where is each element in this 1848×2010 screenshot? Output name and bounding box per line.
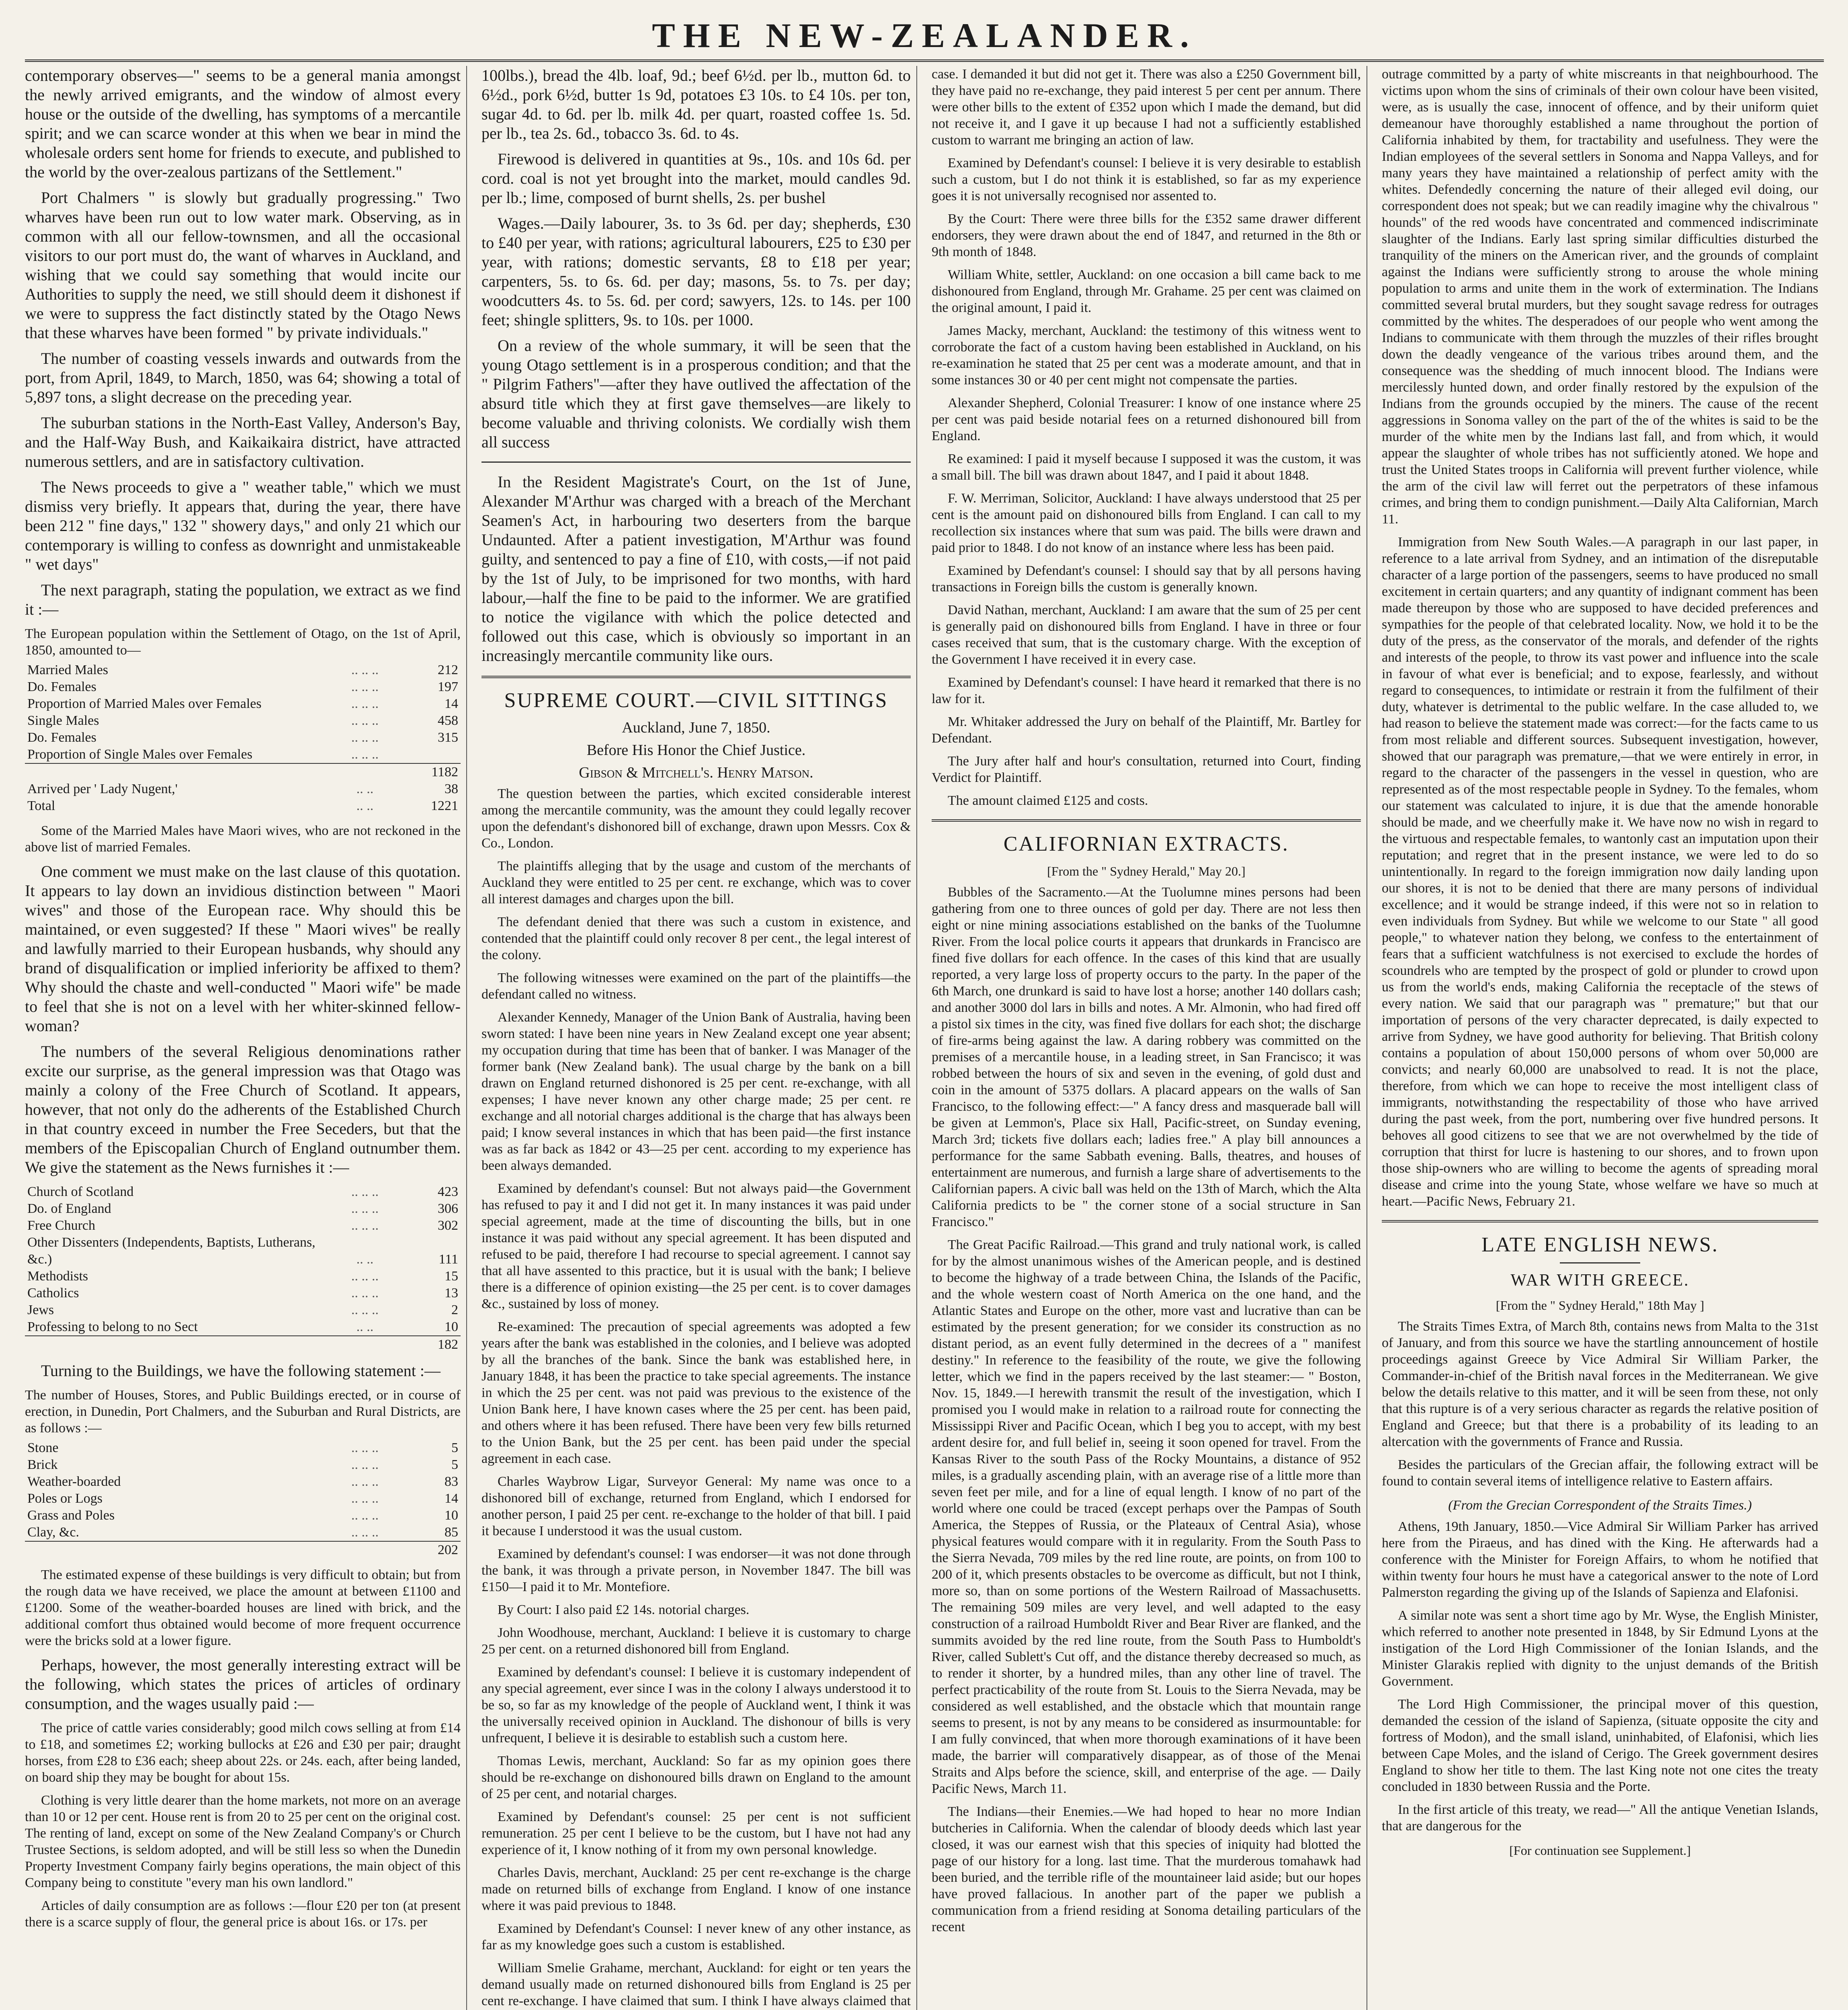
- paragraph: The suburban stations in the North-East Valley, Anderson's Bay, and the Half-Way Bush, and Kaikaikaira district, have attracted numerous settlers, and are in satisfactory cultivation.: [25, 414, 461, 470]
- paragraph: In the first article of this treaty, we read—" All the antique Venetian Islands, that are dangerous for the: [1382, 1802, 1818, 1834]
- table-cell-value: 85: [445, 1525, 458, 1540]
- paragraph: Turning to the Buildings, we have the following statement :—: [41, 1362, 440, 1380]
- masthead: [25, 11, 1824, 62]
- paragraph: The Jury after half and hour's consultation, returned into Court, finding Verdict for Plaintiff.: [932, 754, 1361, 785]
- table-cell-dots: .. .. ..: [351, 1525, 379, 1540]
- paragraph: Examined by defendant's counsel: But not always paid—the Government has refused to pay it and I did not get it. In many instances it was paid under special agreement, made at the time of discounting the bills, but in one instance it was paid without any special agreement. It has been disputed and refused to be paid, therefore I had recourse to special agreement. I cannot say that all have assented to this practice, but it is usual with the bank; I believe there is a difference of opinion existing—the 25 per cent. is to cover damages &c., sustained by loss of money.: [481, 1181, 911, 1311]
- table-row: [25, 1200, 461, 1217]
- section-heading: CALIFORNIAN EXTRACTS.: [1003, 833, 1289, 855]
- table-cell-label: Single Males: [27, 713, 99, 728]
- paragraph: James Macky, merchant, Auckland: the testimony of this witness went to corroborate the fact of a custom having been established in Auckland, on his re-examination he stated that 25 per cent was a moderate amount, and that in some instances 30 or 40 per cent might not compensate the parties.: [932, 323, 1361, 388]
- table-cell-value: 38: [445, 781, 458, 796]
- paragraph: The defendant denied that there was such a custom in existence, and contended that the plaintiff could only recover 8 per cent., the legal interest of the colony.: [481, 915, 911, 962]
- table-cell-label: Grass and Poles: [27, 1508, 115, 1523]
- table-cell-value: 13: [445, 1286, 458, 1300]
- table-cell-dots: .. .. ..: [351, 1457, 379, 1472]
- table-cell-dots: .. .. ..: [351, 1440, 379, 1455]
- column-3: [932, 66, 1367, 2010]
- table-row: [25, 746, 461, 763]
- paragraph: Alexander Shepherd, Colonial Treasurer: I know of one instance where 25 per cent was paid beside notarial fees on a returned dishonoured bill from England.: [932, 396, 1361, 443]
- paragraph: Re examined: I paid it myself because I supposed it was the custom, it was a small bill. The bill was drawn about 1847, and I paid it about 1848.: [932, 451, 1361, 483]
- paragraph: The question between the parties, which excited considerable interest among the mercantile community, was the amount they could legally recover upon the defendant's dishonored bill of exchange, drawn upon Messrs. Cox & Co., London.: [481, 786, 911, 851]
- column-1: [25, 66, 467, 2010]
- paragraph: The numbers of the several Religious denominations rather excite our surprise, as the general impression was that Otago was mainly a colony of the Free Church of Scotland. It appears, however, that not only do the adherents of the Established Church in that country exceed in number the Free Seceders, but that the members of the Episcopalian Church of England outnumber them. We give the statement as the News furnishes it :—: [25, 1042, 461, 1176]
- buildings-table: [25, 1440, 461, 1559]
- buildings-rows: [25, 1440, 461, 1559]
- church-table: [25, 1183, 461, 1353]
- table-cell-label: Poles or Logs: [27, 1491, 102, 1506]
- table-cell-dots: .. .. ..: [351, 696, 379, 711]
- paragraph: On a review of the whole summary, it will be seen that the young Otago settlement is in a prosperous condition; and that the " Pilgrim Fathers"—after they have outlived the affectation of the absurd title which they at first gave themselves—are likely to become valuable and thriving colonists. We cordially wish them all success: [481, 336, 911, 451]
- table-cell-dots: [322, 763, 408, 781]
- table-row: [25, 1507, 461, 1524]
- paragraph: Firewood is delivered in quantities at 9s., 10s. and 10s 6d. per cord. coal is not yet brought into the market, mould candles 9d. per lb.; lime, composed of burnt shells, 2s. per bushel: [481, 150, 911, 207]
- paragraph: Examined by Defendant's counsel: I should say that by all persons having transactions in Foreign bills the custom is generally known.: [932, 563, 1361, 595]
- paragraph: By the Court: There were three bills for the £352 same drawer different endorsers, they were drawn about the end of 1847, and returned in the 8th or 9th month of 1848.: [932, 211, 1361, 259]
- table-cell-dots: .. ..: [356, 798, 374, 813]
- court-judge: Before His Honor the Chief Justice.: [586, 742, 806, 759]
- newspaper-title: THE NEW-ZEALANDER.: [652, 16, 1197, 55]
- population-note: Some of the Married Males have Maori wives, who are not reckoned in the above list of married Females.: [25, 823, 461, 855]
- paragraph: The price of cattle varies considerably; good milch cows selling at from £14 to £18, and sometimes £2; working bullocks at £26 and £30 per pair; draught horses, from £28 to £36 each; sheep about 22s. or 24s. each, after being landed, on board ship they may be bought for about 15s.: [25, 1721, 461, 1785]
- table-cell-dots: .. .. ..: [351, 713, 379, 728]
- table-cell-value: 10: [445, 1508, 458, 1523]
- table-row: [25, 1268, 461, 1285]
- table-row: [25, 712, 461, 729]
- paragraph: William Smelie Grahame, merchant, Auckland: for eight or ten years the demand usually made on returned dishonoured bills from England is 25 per cent re-exchange. I have claimed that sum. I think I have always claimed that: [481, 1961, 911, 2008]
- paragraph: Clothing is very little dearer than the home markets, not more on an average than 10 or 12 per cent. House rent is from 20 to 25 per cent on the original cost. The renting of land, except on some of the New Zealand Company's or Church Trustee Sections, is seldom adopted, and will be still less so when the Dunedin Property Investment Company fairly begins operations, the main object of this Company being to constitute "every man his own landlord.": [25, 1793, 461, 1890]
- table-cell-label: Proportion of Married Males over Females: [27, 696, 262, 711]
- table-cell-value: 197: [438, 679, 458, 694]
- paragraph: The Great Pacific Railroad.—This grand and truly national work, is called for by the almost unanimous wishes of the American people, and is destined to become the highway of a trade between China, the Islands of the Pacific, and the whole western coast of North America on the one hand, and the Atlantic States and Europe on the other, more vast and lucrative than can be estimated by the present generation; for we consider its construction as no distant period, as an event fully determined in the decrees of a " manifest destiny." In reference to the feasibility of the route, we give the following letter, which we find in the papers received by the last steamer:— " Boston, Nov. 15, 1849.—I herewith transmit the result of the investigation, which I promised you I would make in relation to a railroad route for connecting the Mississippi River and Pacific Ocean, which I beg you to accept, with my best ardent desire for, and full belief in, seeing it soon opened for travel. From the Kansas River to the south Pass of the Rocky Mountains, a distance of 952 miles, is a gradually ascending plain, with an average rise of a little more than seven feet per mile, and for a line of equal length. I know of no part of the world where one could be traced (except perhaps over the Pampas of South America, the Steppes of Russia, or the Plateaux of Central Asia), whose physical features would compare with it in regularity. From the South Pass to the Sierra Nevada, 709 miles by the red line route, are points, on from 100 to 200 of it, which presents obstacles to be overcome as difficult, but not I think, more so, than on some portions of the Western Railroad of Massachusetts. The remaining 509 miles are very level, and well adapted to the easy construction of a railroad Humboldt River and Bear River are flanked, and the summits avoided by the red line route, from the South Pass to Humboldt's River, called Sublett's Cut off, and the distance thereby decreased so much, as to render it shorter, by a hundred miles, than any other line of travel. The perfect practicability of the route from St. Louis to the Sierra Nevada, may be considered as well established, and the obstacle which that mountain range seems to present, is not by any means to be considered as insurmountable: for I am fully convinced, that when more thorough examinations of it have been made, the barrier will comparatively disappear, as of those of the Menai Straits and Alps before the science, skill, and enterprise of the age. — Daily Pacific News, March 11.: [932, 1237, 1361, 1796]
- table-row: [25, 763, 461, 781]
- table-cell-dots: .. .. ..: [351, 747, 379, 762]
- paragraph: David Nathan, merchant, Auckland: I am aware that the sum of 25 per cent is generally paid on dishonoured bills from England. I have in three or four cases received that sum, that is the customary charge. With the exception of the Government I have received it in every case.: [932, 603, 1361, 667]
- paragraph: The plaintiffs alleging that by the usage and custom of the merchants of Auckland they were entitled to 25 per cent. re exchange, which was to cover all interest damages and charges upon the bill.: [481, 859, 911, 907]
- paragraph: The number of coasting vessels inwards and outwards from the port, from April, 1849, to March, 1850, was 64; showing a total of 5,897 tons, a slight decrease on the preceding year.: [25, 349, 461, 406]
- table-cell-dots: .. .. ..: [351, 1269, 379, 1284]
- table-row: [25, 1285, 461, 1302]
- table-cell-value: 212: [438, 662, 458, 677]
- table-cell-label: Total: [27, 798, 55, 813]
- table-cell-dots: .. .. ..: [351, 679, 379, 694]
- paragraph: William White, settler, Auckland: on one occasion a bill came back to me dishonoured from England, through Mr. Grahame. 25 per cent was claimed on the original amount, I paid it.: [932, 267, 1361, 315]
- table-cell-label: Catholics: [27, 1286, 79, 1300]
- table-cell-value: 14: [445, 1491, 458, 1506]
- table-cell-value: [408, 746, 461, 763]
- paragraph: outrage committed by a party of white miscreants in that neighbourhood. The victims upon whom the sins of criminals of their own colour have been visited, were, as is usually the case, innocent of offence, and by their uniform quiet demeanour have thoroughly established a name throughout the portion of California inhabited by them, for tractability and usefulness. They were the Indian employees of the several settlers in Sonoma and Nappa Valleys, and for many years they have maintained a relationship of perfect amity with the whites. Defendedly concerning the nature of their alleged evil doing, our correspondent does not speak; but we can readily imagine why the chivalrous " hounds" of the red woods have concentrated and commenced indiscriminate slaughter of the Indians. Early last spring similar difficulties disturbed the tranquility of the miners on the American river, and the grounds of complaint against the Indians were sufficiently strong to arouse the whole mining population to arms and unite them in the work of extermination. The Indians committed several brutal murders, but they sought savage redress for outrages committed by the whites. The desperadoes of our people who went among the Indians to communicate with them through the muzzles of their rifles brought down the deadly vengeance of the various tribes around them, and the consequence was the shedding of much innocent blood. The Indians were mercilessly hunted down, and order finally restored by the expulsion of the Indians from the grounds occupied by the miners. The cause of the recent aggressions in Sonoma valley on the part of the of the whites is said to be the murder of the white men by the Indians last fall, and from which, it would appear the slaughter of whole tribes has not sufficiently atoned. We hope and trust the United States troops in California will prevent further violence, while the arm of the civil law will ferret out the perpetrators of these infamous crimes, and bring them to condign punishment.—Daily Alta Californian, March 11.: [1382, 67, 1818, 527]
- paragraph: A similar note was sent a short time ago by Mr. Wyse, the English Minister, which referred to another note presented in 1848, by Sir Edmund Lyons at the instigation of the Lord High Commissioner of the Ionian Islands, and the Minister Glarakis replied with dignity to the unjust demands of the British Government.: [1382, 1608, 1818, 1689]
- table-cell-value: 15: [445, 1269, 458, 1284]
- sub-heading: WAR WITH GREECE.: [1510, 1271, 1690, 1290]
- paragraph: Immigration from New South Wales.—A paragraph in our last paper, in reference to a late arrival from Sydney, and an intimation of the disreputable character of a large portion of the passengers, seems to have produced no small excitement in certain quarters; and any quantity of indignant comment has been made thereupon by those who are supposed to have decided preferences and sympathies for the people of that celebrated locality. Now, we hold it to be the duty of the press, as the conservator of the morals, and defender of the rights and interests of the people, to throw its vast power and influence into the scale in favour of what ever is beneficial; and to expose, fearlessly, and without regard to consequences, to intimidate or restrain it from the fulfilment of their duty, whatever is detrimental to the public welfare. In the case alluded to, we had reason to believe the statement made was correct:—for the facts came to us from most reliable and different sources. Subsequent investigation, however, showed that our paragraph was premature,—that we were entirely in error, in regard to the character of the passengers in the vessel in question, who are represented as of the most respectable people in Sydney. To the females, whom our statement was calculated to injure, it is due that the amende honorable should be made, and we cheerfully make it. We have now no wish in regard to the virtuous and respectable females, to wantonly cast an imputation upon their reputation; and regret that in the present instance, we were led to do so unintentionally. In regard to the foreign immigration now daily landing upon our shores, it is not to be denied that there are many persons of individual excellence; and it would be strange indeed, if this were not so in relation to even individuals from Sydney. But while we welcome to our State " all good people," to whatever nation they belong, we confess to the entertainment of fears that a sufficient watchfulness is not exercised to exclude the hordes of scoundrels who are tempted by the prospect of gold or plunder to crowd upon us from the world's ends, making California the receptacle of the stews of every nation. We said that our paragraph was " premature;" but that our importation of persons of the very character deprecated, is daily expected to arrive from Sydney, we have good authority for believing. That British colony contains a population of about 150,000 persons of whom over 50,000 are convicts; and nearly 60,000 are unabsolved to read. It is not the place, therefore, from which we can hope to receive the most intelligent class of immigrants, notwithstanding the respectability of those who have arrived during the past week, from the port, numbering over five hundred persons. It behoves all good citizens to see that we are not overwhelmed by the tide of corruption that thirst for lucre is hastening to our shores, and to frown upon those ship-owners who are willing to become the agents of spreading moral disease and crime into the young State, whose welfare we have so much at heart.—Pacific News, February 21.: [1382, 535, 1818, 1209]
- paragraph: The Straits Times Extra, of March 8th, contains news from Malta to the 31st of January, and from this source we have the startling announcement of hostile proceedings against Greece by Vice Admiral Sir William Parker, the Commander-in-chief of the British naval forces in the Mediterranean. We give below the details relative to this matter, and it will be seen from these, not only that this rupture is of a very serious character as regards the relative position of England and Greece; but that there is a probability of its leading to an altercation with the governments of France and Russia.: [1382, 1319, 1818, 1449]
- buildings-note: The estimated expense of these buildings is very difficult to obtain; but from the rough data we have received, we place the amount at between £1100 and £1200. Some of the weather-boarded houses are lined with brick, and the additional comfort thus obtained would become of more frequent occurrence were the bricks sold at a lower figure.: [25, 1567, 461, 1648]
- paragraph: Examined by Defendant's Counsel: I never knew of any other instance, as far as my knowledge goes such a custom is established.: [481, 1921, 911, 1953]
- columns: [25, 66, 1824, 2010]
- section-heading: LATE ENGLISH NEWS.: [1481, 1233, 1719, 1256]
- table-cell-label: Do. Females: [27, 730, 96, 745]
- table-cell-dots: .. .. ..: [351, 730, 379, 745]
- table-cell-value: 202: [408, 1541, 461, 1559]
- table-cell-label: Clay, &c.: [27, 1525, 80, 1540]
- table-row: [25, 729, 461, 746]
- table-cell-dots: .. .. ..: [351, 1508, 379, 1523]
- paragraph: Besides the particulars of the Grecian affair, the following extract will be found to contain several items of intelligence relative to Eastern affairs.: [1382, 1457, 1818, 1489]
- table-cell-dots: .. .. ..: [351, 1491, 379, 1506]
- paragraph: Examined by Defendant's counsel: I have heard it remarked that there is no law for it.: [932, 675, 1361, 706]
- table-cell-dots: .. .. ..: [351, 662, 379, 677]
- table-cell-label: Jews: [27, 1302, 54, 1317]
- table-cell-label: Free Church: [27, 1218, 96, 1233]
- paragraph: F. W. Merriman, Solicitor, Auckland: I have always understood that 25 per cent is the amount paid on dishonoured bills from England. I can call to my recollection six instances where that sum was paid. The bills were drawn and paid prior to 1848. I do not know of an instance where less has been paid.: [932, 491, 1361, 555]
- table-row: [25, 1183, 461, 1200]
- paragraph: Examined by defendant's counsel: I was endorser—it was not done through the bank, it was through a private person, in November 1847. The bill was £150—I paid it to Mr. Montefiore.: [481, 1546, 911, 1594]
- court-case: Gibson & Mitchell's. Henry Matson.: [579, 764, 813, 781]
- table-cell-value: 458: [438, 713, 458, 728]
- table-cell-dots: .. .. ..: [351, 1218, 379, 1233]
- paragraph: Charles Davis, merchant, Auckland: 25 per cent re-exchange is the charge made on returned bills of exchange from England. I know of one instance where it was paid previous to 1848.: [481, 1865, 911, 1913]
- population-rows: [25, 662, 461, 814]
- paragraph: contemporary observes—" seems to be a general mania amongst the newly arrived emigrants, and the window of almost every house or the outside of the dwelling, has symptoms of a mercantile spirit; and we can scarce wonder at this when we bear in mind the wholesale orders sent home for friends to execute, and published to the world by the over-zealous partizans of the Settlement.": [25, 66, 461, 181]
- paragraph: Thomas Lewis, merchant, Auckland: So far as my opinion goes there should be re-exchange on dishonoured bills drawn on England to the amount of 25 per cent, and notarial charges.: [481, 1754, 911, 1801]
- table-cell-dots: .. ..: [356, 1252, 374, 1267]
- table-cell-dots: .. .. ..: [351, 1474, 379, 1489]
- table-cell-dots: .. .. ..: [351, 1184, 379, 1199]
- table-cell-value: 1221: [431, 798, 458, 813]
- table-cell-dots: .. .. ..: [351, 1286, 379, 1300]
- paragraph: Wages.—Daily labourer, 3s. to 3s 6d. per day; shepherds, £30 to £40 per year, with rations; agricultural labourers, £25 to £30 per year, with rations; domestic servants, £8 to £18 per year; carpenters, 5s. to 6s. 6d. per day; masons, 5s. to 7s. per day; woodcutters 4s. to 5s. 6d. per cord; sawyers, 12s. to 14s. per 100 feet; shingle splitters, 9s. to 10s. per 1000.: [481, 214, 911, 329]
- correspondent-line: (From the Grecian Correspondent of the Straits Times.): [1448, 1498, 1752, 1513]
- paragraph: The amount claimed £125 and costs.: [948, 793, 1148, 808]
- source-line: [From the " Sydney Herald," 18th May ]: [1496, 1298, 1705, 1313]
- church-rows: [25, 1183, 461, 1353]
- table-row: [25, 798, 461, 814]
- paragraph: The Lord High Commissioner, the principal mover of this question, demanded the cession of the island of Sapienza, (situate opposite the city and fortress of Modon), and the small island, uninhabited, of Elafonisi, which lies between Cape Moles, and the island of Cerigo. The Greek government desires England to show her title to them. The last King note not one cites the treaty concluded in 1830 between Russia and the Porte.: [1382, 1697, 1818, 1794]
- table-cell-value: 5: [451, 1440, 458, 1455]
- table-cell-value: 83: [445, 1474, 458, 1489]
- table-cell-label: [25, 1541, 322, 1559]
- table-row: [25, 662, 461, 679]
- table-row: [25, 1234, 461, 1268]
- table-row: [25, 695, 461, 712]
- paragraph: Charles Waybrow Ligar, Surveyor General: My name was once to a dishonored bill of exchange, returned from England, which I endorsed for another person, I paid 25 per cent. re-exchange to the holder of that bill. I paid it because I understood it was the usual custom.: [481, 1474, 911, 1538]
- table-cell-value: 14: [445, 696, 458, 711]
- table-row: [25, 1302, 461, 1319]
- table-row: [25, 1336, 461, 1353]
- table-row: [25, 1456, 461, 1473]
- newspaper-page: [25, 11, 1824, 2010]
- table-cell-value: 5: [451, 1457, 458, 1472]
- paragraph: Examined by Defendant's counsel: 25 per cent is not sufficient remuneration. 25 per cent I believe to be the custom, but I have not had any experience of it, I know nothing of it from my own personal knowledge.: [481, 1809, 911, 1857]
- table-cell-value: 111: [438, 1252, 458, 1267]
- paragraph: John Woodhouse, merchant, Auckland: I believe it is customary to charge 25 per cent. on a returned dishonored bill from England.: [481, 1625, 911, 1657]
- table-row: [25, 1440, 461, 1456]
- table-cell-label: Professing to belong to no Sect: [27, 1319, 198, 1334]
- paragraph: In the Resident Magistrate's Court, on the 1st of June, Alexander M'Arthur was charged with a breach of the Merchant Seamen's Act, in harbouring two deserters from the barque Undaunted. After a patient investigation, M'Arthur was found guilty, and sentenced to pay a fine of £10, with costs,—if not paid by the 1st of July, to be imprisoned for two months, with hard labour,—half the fine to be paid to the informer. We are gratified to notice the vigilance with which the police detected and followed out this case, which is obviously so important in an increasingly mercantile community like ours.: [481, 473, 911, 665]
- paragraph: One comment we must make on the last clause of this quotation. It appears to lay down an invidious distinction between " Maori wives" and those of the European race. Why should this be maintained, or even suggested? If these " Maori wives" be really and lawfully married to their European husbands, why should any brand of disqualification or implied inferiority be affixed to them? Why should the chaste and well-conducted " Maori wife" be made to feel that she is not on a level with her whiter-skinned fellow-woman?: [25, 862, 461, 1035]
- buildings-lead: The number of Houses, Stores, and Public Buildings erected, or in course of erection, in Dunedin, Port Chalmers, and the Suburban and Rural Districts, are as follows :—: [25, 1388, 461, 1436]
- paragraph: case. I demanded it but did not get it. There was also a £250 Government bill, they have paid no re-exchange, they paid interest 5 per cent per annum. There were other bills to the extent of £352 upon which I made the demand, but did not receive it, and I gave it up because I had not a sufficiently established custom to warrant me bringing an action of law.: [932, 67, 1361, 148]
- population-table: [25, 662, 461, 814]
- table-cell-label: Arrived per ' Lady Nugent,': [27, 781, 178, 796]
- divider: [481, 461, 911, 463]
- table-row: [25, 781, 461, 798]
- paragraph: Examined by Defendant's counsel: I believe it is very desirable to establish such a custom, but I do not think it is established, so far as my experience goes it is not universally recognised nor assented to.: [932, 156, 1361, 203]
- paragraph: Examined by defendant's counsel: I believe it is customary independent of any special agreement, ever since I was in the colony I always understood it to be so, so far as my knowledge of the people of Auckland went, I think it was the universally received opinion in Auckland. The dishonour of bills is very unfrequent, I believe it is desirable to establish such a custom here.: [481, 1665, 911, 1745]
- table-cell-dots: .. ..: [356, 1319, 374, 1334]
- paragraph: The News proceeds to give a " weather table," which we must dismiss very briefly. It appears that, during the year, there have been 212 " fine days," 132 " showery days," and only 21 which our contemporary is willing to confess as downright and unmistakeable " wet days": [25, 478, 461, 573]
- paragraph: Re-examined: The precaution of special agreements was adopted a few years after the bank was established in the colonies, and I believe was adopted by all the branches of the bank. Since the bank was established here, in January 1848, it has been the practice to take special agreements. The instance in which the 25 per cent. was not paid was previous to the existence of the Union Bank here, I have known cases where the 25 per cent. has been paid, and others where it has been refused. There have been very few bills returned to the Union Bank, but the 25 per cent. has been paid under the special agreement in each case.: [481, 1319, 911, 1466]
- table-cell-label: Married Males: [27, 662, 109, 677]
- table-row: [25, 1319, 461, 1336]
- table-cell-value: 315: [438, 730, 458, 745]
- population-lead: The European population within the Settlement of Otago, on the 1st of April, 1850, amounted to—: [25, 626, 461, 658]
- table-cell-label: Church of Scotland: [27, 1184, 134, 1199]
- table-row: [25, 1524, 461, 1541]
- source-line: [From the " Sydney Herald," May 20.]: [1047, 864, 1246, 878]
- continuation-note: [For continuation see Supplement.]: [1509, 1843, 1691, 1858]
- paragraph: Athens, 19th January, 1850.—Vice Admiral Sir William Parker has arrived here from the Piraeus, and has dined with the King. He afterwards had a conference with the Minister for Foreign Affairs, to whom he notified that within twenty four hours he must have a categorical answer to the note of Lord Palmerston regarding the giving up of the Islands of Sapienza and Elafonisi.: [1382, 1519, 1818, 1600]
- table-cell-dots: [322, 1336, 408, 1353]
- paragraph: Bubbles of the Sacramento.—At the Tuolumne mines persons had been gathering from one to three ounces of gold per day. There are not less then eight or nine mining associations established on the banks of the Tuolumne River. From the local police courts it appears that drunkards in Francisco are fined five dollars for each offence. In the cases of this kind that are usually reported, a very large loss of property occurs to the party. In the paper of the 6th March, one drunkard is said to have lost a horse; another 140 dollars cash; and another 3000 dol lars in bills and notes. A Mr. Almonin, who had fired off a pistol six times in the city, was fined five dollars for each shot; the discharge of fire-arms being against the law. A daring robbery was committed on the premises of a mercantile house, in a leading street, in San Francisco; it was robbed between the hours of six and seven in the evening, of gold dust and coin in the amount of 5375 dollars. A placard appears on the walls of San Francisco, to the following effect:—" A fancy dress and masquerade ball will be given at Lemmon's, Place six Hall, Pacific-street, on Sunday evening, March 3rd; tickets five dollars each; ladies free." A play bill announces a performance for the same Sabbath evening. Balls, theatres, and houses of entertainment are numerous, and furnish a large share of advertisements to the Californian papers. A civic ball was held on the 13th of March, which the Alta California predicts to be " the corner stone of a social structure in San Francisco.": [932, 885, 1361, 1229]
- table-cell-value: 10: [445, 1319, 458, 1334]
- table-cell-dots: .. .. ..: [351, 1201, 379, 1216]
- table-cell-label: [25, 1336, 322, 1353]
- table-cell-label: Do. Females: [27, 679, 96, 694]
- table-row: [25, 1490, 461, 1507]
- paragraph: Mr. Whitaker addressed the Jury on behalf of the Plaintiff, Mr. Bartley for Defendant.: [932, 714, 1361, 746]
- table-row: [25, 679, 461, 695]
- table-cell-value: 423: [438, 1184, 458, 1199]
- divider: [1382, 1220, 1818, 1222]
- divider: [1560, 1262, 1640, 1263]
- paragraph: By Court: I also paid £2 14s. notorial charges.: [498, 1602, 750, 1617]
- paragraph: Perhaps, however, the most generally interesting extract will be the following, which states the prices of articles of ordinary consumption, and the wages usually paid :—: [25, 1656, 461, 1713]
- table-cell-value: 306: [438, 1201, 458, 1216]
- court-date: Auckland, June 7, 1850.: [622, 719, 770, 736]
- table-cell-label: Proportion of Single Males over Females: [27, 747, 252, 762]
- divider: [932, 819, 1361, 822]
- table-cell-label: Methodists: [27, 1269, 88, 1284]
- table-cell-dots: .. ..: [356, 781, 374, 796]
- table-cell-label: Stone: [27, 1440, 59, 1455]
- table-cell-value: 182: [408, 1336, 461, 1353]
- table-cell-dots: .. .. ..: [351, 1302, 379, 1317]
- table-cell-label: Weather-boarded: [27, 1474, 121, 1489]
- table-row: [25, 1473, 461, 1490]
- column-2: [481, 66, 917, 2010]
- paragraph: Port Chalmers " is slowly but gradually progressing." Two wharves have been run out to low water mark. Observing, as in common with all our fellow-townsmen, and all the occasional visitors to our port must do, the want of wharves in Auckland, and wishing that we could say something that would incite our Authorities to supply the need, we still should deem it dishonest if we were to suppress the fact distinctly stated by the Otago News that these wharves have been formed " by private individuals.": [25, 189, 461, 342]
- paragraph: 100lbs.), bread the 4lb. loaf, 9d.; beef 6½d. per lb., mutton 6d. to 6½d., pork 6½d, butter 1s 9d, potatoes £3 10s. to £4 10s. per ton, sugar 4d. to 6d. per lb. milk 4d. per quart, roasted coffee 1s. 5d. per lb., tea 2s. 6d., tobacco 3s. 6d. to 4s.: [481, 66, 911, 142]
- table-cell-value: 1182: [408, 763, 461, 781]
- table-cell-value: 2: [451, 1302, 458, 1317]
- table-cell-label: Other Dissenters (Independents, Baptists, Lutherans, &c.): [27, 1235, 316, 1267]
- table-cell-label: [25, 763, 322, 781]
- table-row: [25, 1541, 461, 1559]
- table-cell-label: Brick: [27, 1457, 58, 1472]
- column-4: [1382, 66, 1824, 2010]
- paragraph: The next paragraph, stating the population, we extract as we find it :—: [25, 581, 461, 618]
- section-heading: SUPREME COURT.—CIVIL SITTINGS: [504, 689, 888, 712]
- paragraph: The Indians—their Enemies.—We had hoped to hear no more Indian butcheries in California. When the calendar of bloody deeds which last year closed, it was our earnest wish that this species of iniquity had blotted the page of our history for a long. last time. That the murderous tomahawk had been buried, and the terrible rifle of the mountaineer laid aside; but our hopes have proved fallacious. In another part of the paper we publish a communication from a friend residing at Sonoma detailing particulars of the recent: [932, 1804, 1361, 1934]
- table-row: [25, 1217, 461, 1234]
- paragraph: Articles of daily consumption are as follows :—flour £20 per ton (at present there is a scarce supply of flour, the general price is about 16s. or 17s. per: [25, 1898, 461, 1930]
- table-cell-value: 302: [438, 1218, 458, 1233]
- table-cell-dots: [322, 1541, 408, 1559]
- divider: [481, 676, 911, 678]
- paragraph: The following witnesses were examined on the part of the plaintiffs—the defendant called no witness.: [481, 970, 911, 1002]
- paragraph: Alexander Kennedy, Manager of the Union Bank of Australia, having been sworn stated: I have been nine years in New Zealand except one year absent; my occupation during that time has been that of banker. I was Manager of the former bank (New Zealand bank). The usual charge by the bank on a bill drawn on England returned dishonored is 25 per cent. re-exchange, with all expenses; I have never known any other charge made; 25 per cent. re exchange and all notorial charges additional is the charge that has always been paid; I know several instances in which that has been paid—the first instance was as far back as 1842 or 43—25 per cent. according to my experience has been always demanded.: [481, 1010, 911, 1173]
- table-cell-label: Do. of England: [27, 1201, 111, 1216]
